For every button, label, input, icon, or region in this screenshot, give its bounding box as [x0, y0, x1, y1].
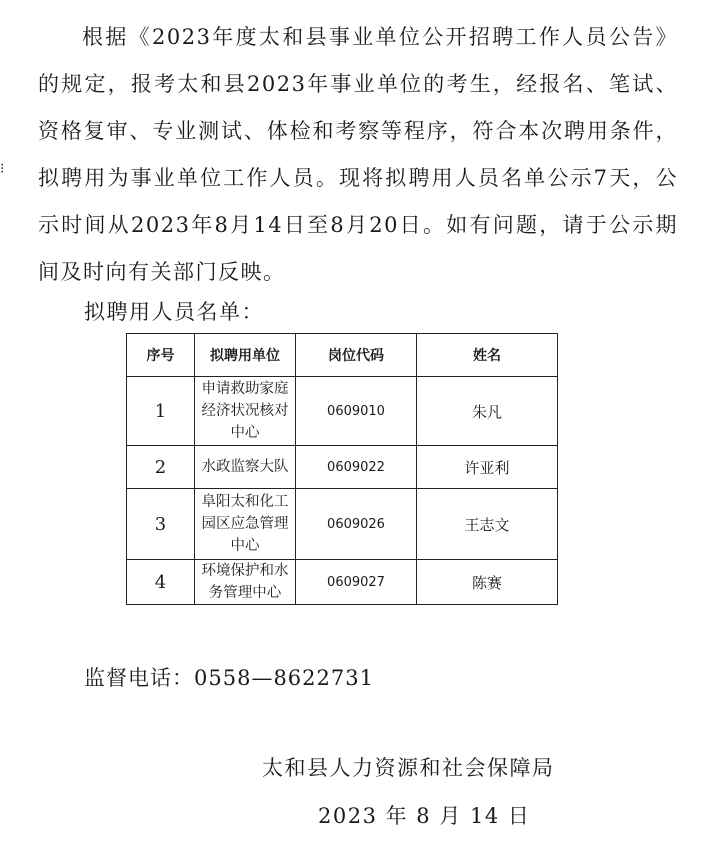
- margin-mark: ⁝: [0, 161, 5, 177]
- table-row: [127, 446, 558, 489]
- cell-unit: 申请救助家庭经济状况核对中心: [195, 377, 296, 446]
- hiring-roster-table: [126, 333, 558, 605]
- cell-unit: 环境保护和水务管理中心: [195, 560, 296, 605]
- cell-position-code: 0609022: [296, 446, 417, 489]
- table-row: [127, 489, 558, 560]
- table-header-row: [127, 334, 558, 377]
- cell-position-code: 0609027: [296, 560, 417, 605]
- cell-serial: 2: [127, 446, 195, 489]
- cell-name: 许亚利: [417, 446, 558, 489]
- table-row: [127, 377, 558, 446]
- announcement-body: 根据《2023年度太和县事业单位公开招聘工作人员公告》的规定，报考太和县2023年事业单位的考生，经报名、笔试、资格复审、专业测试、体检和考察等程序，符合本次聘用条件，拟聘用为事业单位工作人员。现将拟聘用人员名单公示7天，公示时间从2023年8月14日至8月20日。如有问题，请于公示期间及时向有关部门反映。: [38, 25, 678, 284]
- cell-name: 王志文: [417, 489, 558, 560]
- header-unit: 拟聘用单位: [195, 334, 296, 377]
- list-title: 拟聘用人员名单：: [84, 300, 264, 324]
- cell-serial: 3: [127, 489, 195, 560]
- header-position-code: 岗位代码: [296, 334, 417, 377]
- issuer-signature: 太和县人力资源和社会保障局: [262, 756, 555, 780]
- header-serial: 序号: [127, 334, 195, 377]
- cell-name: 陈赛: [417, 560, 558, 605]
- cell-serial: 1: [127, 377, 195, 446]
- issue-date: 2023 年 8 月 14 日: [318, 804, 531, 828]
- table-row: [127, 560, 558, 605]
- header-name: 姓名: [417, 334, 558, 377]
- supervision-hotline: 监督电话：0558—8622731: [84, 666, 374, 690]
- cell-unit: 水政监察大队: [195, 446, 296, 489]
- cell-position-code: 0609010: [296, 377, 417, 446]
- cell-name: 朱凡: [417, 377, 558, 446]
- cell-position-code: 0609026: [296, 489, 417, 560]
- cell-unit: 阜阳太和化工园区应急管理中心: [195, 489, 296, 560]
- cell-serial: 4: [127, 560, 195, 605]
